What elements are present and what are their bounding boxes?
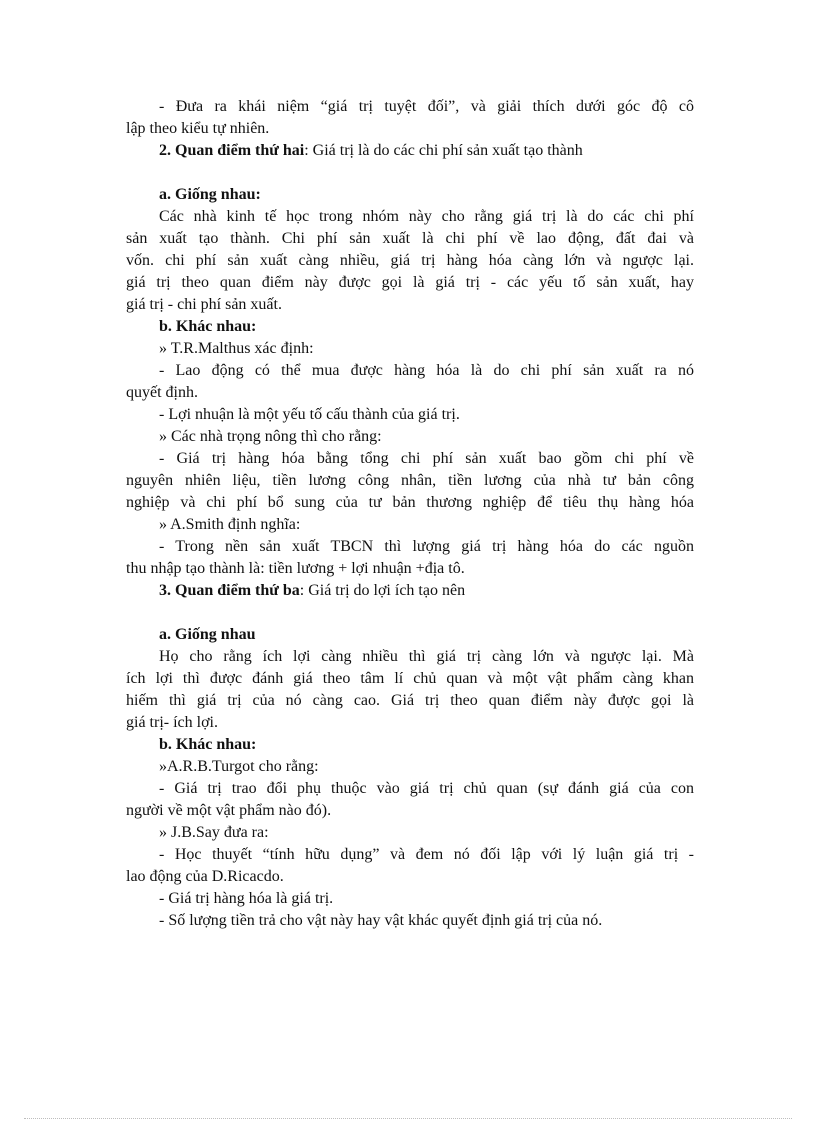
text-line: » A.Smith định nghĩa: — [159, 516, 301, 533]
text-line: »A.R.B.Turgot cho rằng: — [159, 758, 319, 775]
text-line: người về một vật phẩm nào đó). — [126, 802, 332, 819]
text-line: sản xuất tạo thành. Chi phí sản xuất là chi phí về lao động, đất đai và — [126, 230, 694, 247]
section-heading-2 — [159, 140, 583, 162]
text-line: Họ cho rằng ích lợi càng nhiều thì giá trị càng lớn và ngược lại. Mà — [159, 648, 694, 665]
section-heading-3 — [159, 580, 465, 602]
text-line: - Giá trị hàng hóa là giá trị. — [159, 890, 334, 907]
heading-sep: : — [304, 142, 309, 159]
text-line: nghiệp và chi phí bổ sung của tư bản thương nghiệp để tiêu thụ hàng hóa — [126, 494, 694, 511]
heading-text: Giá trị là do các chi phí sản xuất tạo thành — [312, 142, 583, 159]
subheading: b. Khác nhau: — [159, 318, 257, 335]
heading-label: 2. Quan điểm thứ hai — [159, 142, 305, 159]
subheading: a. Giống nhau — [159, 626, 256, 643]
text-line: Các nhà kinh tế học trong nhóm này cho rằng giá trị là do các chi phí — [159, 208, 694, 225]
text-line: » T.R.Malthus xác định: — [159, 340, 314, 357]
text-line: ích lợi thì được đánh giá theo tâm lí chủ quan và một vật phẩm càng khan — [126, 670, 694, 687]
text-line: giá trị theo quan điểm này được gọi là giá trị - các yếu tố sản xuất, hay — [126, 274, 694, 291]
page-bottom-rule — [24, 1118, 792, 1119]
text-line: » J.B.Say đưa ra: — [159, 824, 269, 841]
text-line: - Giá trị hàng hóa bằng tổng chi phí sản xuất bao gồm chi phí về — [159, 450, 694, 467]
text-line: lập theo kiểu tự nhiên. — [126, 120, 270, 137]
subheading: b. Khác nhau: — [159, 736, 257, 753]
text-line: - Số lượng tiền trả cho vật này hay vật khác quyết định giá trị của nó. — [159, 912, 603, 929]
text-line: - Trong nền sản xuất TBCN thì lượng giá trị hàng hóa do các nguồn — [159, 538, 694, 555]
text-line: » Các nhà trọng nông thì cho rằng: — [159, 428, 382, 445]
text-line: - Lợi nhuận là một yếu tố cấu thành của giá trị. — [159, 406, 460, 423]
text-line: - Đưa ra khái niệm “giá trị tuyệt đối”, và giải thích dưới góc độ cô — [159, 98, 694, 115]
text-line: vốn. chi phí sản xuất càng nhiều, giá trị hàng hóa càng lớn và ngược lại. — [126, 252, 694, 269]
text-line: giá trị - chi phí sản xuất. — [126, 296, 282, 313]
subheading: a. Giống nhau: — [159, 186, 261, 203]
text-line: thu nhập tạo thành là: tiền lương + lợi nhuận +địa tô. — [126, 560, 465, 577]
text-line: quyết định. — [126, 384, 198, 401]
heading-label: 3. Quan điểm thứ ba — [159, 582, 300, 599]
heading-text: Giá trị do lợi ích tạo nên — [308, 582, 466, 599]
text-line: giá trị- ích lợi. — [126, 714, 218, 731]
text-line: - Học thuyết “tính hữu dụng” và đem nó đối lập với lý luận giá trị - — [159, 846, 694, 863]
text-line: nguyên nhiên liệu, tiền lương công nhân, tiền lương của nhà tư bản công — [126, 472, 694, 489]
heading-sep: : — [299, 582, 305, 599]
text-line: - Lao động có thể mua được hàng hóa là do chi phí sản xuất ra nó — [159, 362, 694, 379]
text-line: - Giá trị trao đổi phụ thuộc vào giá trị chủ quan (sự đánh giá của con — [159, 780, 694, 797]
text-line: hiếm thì giá trị của nó càng cao. Giá trị theo quan điểm này được gọi là — [126, 692, 694, 709]
text-line: lao động của D.Ricacdo. — [126, 868, 284, 885]
